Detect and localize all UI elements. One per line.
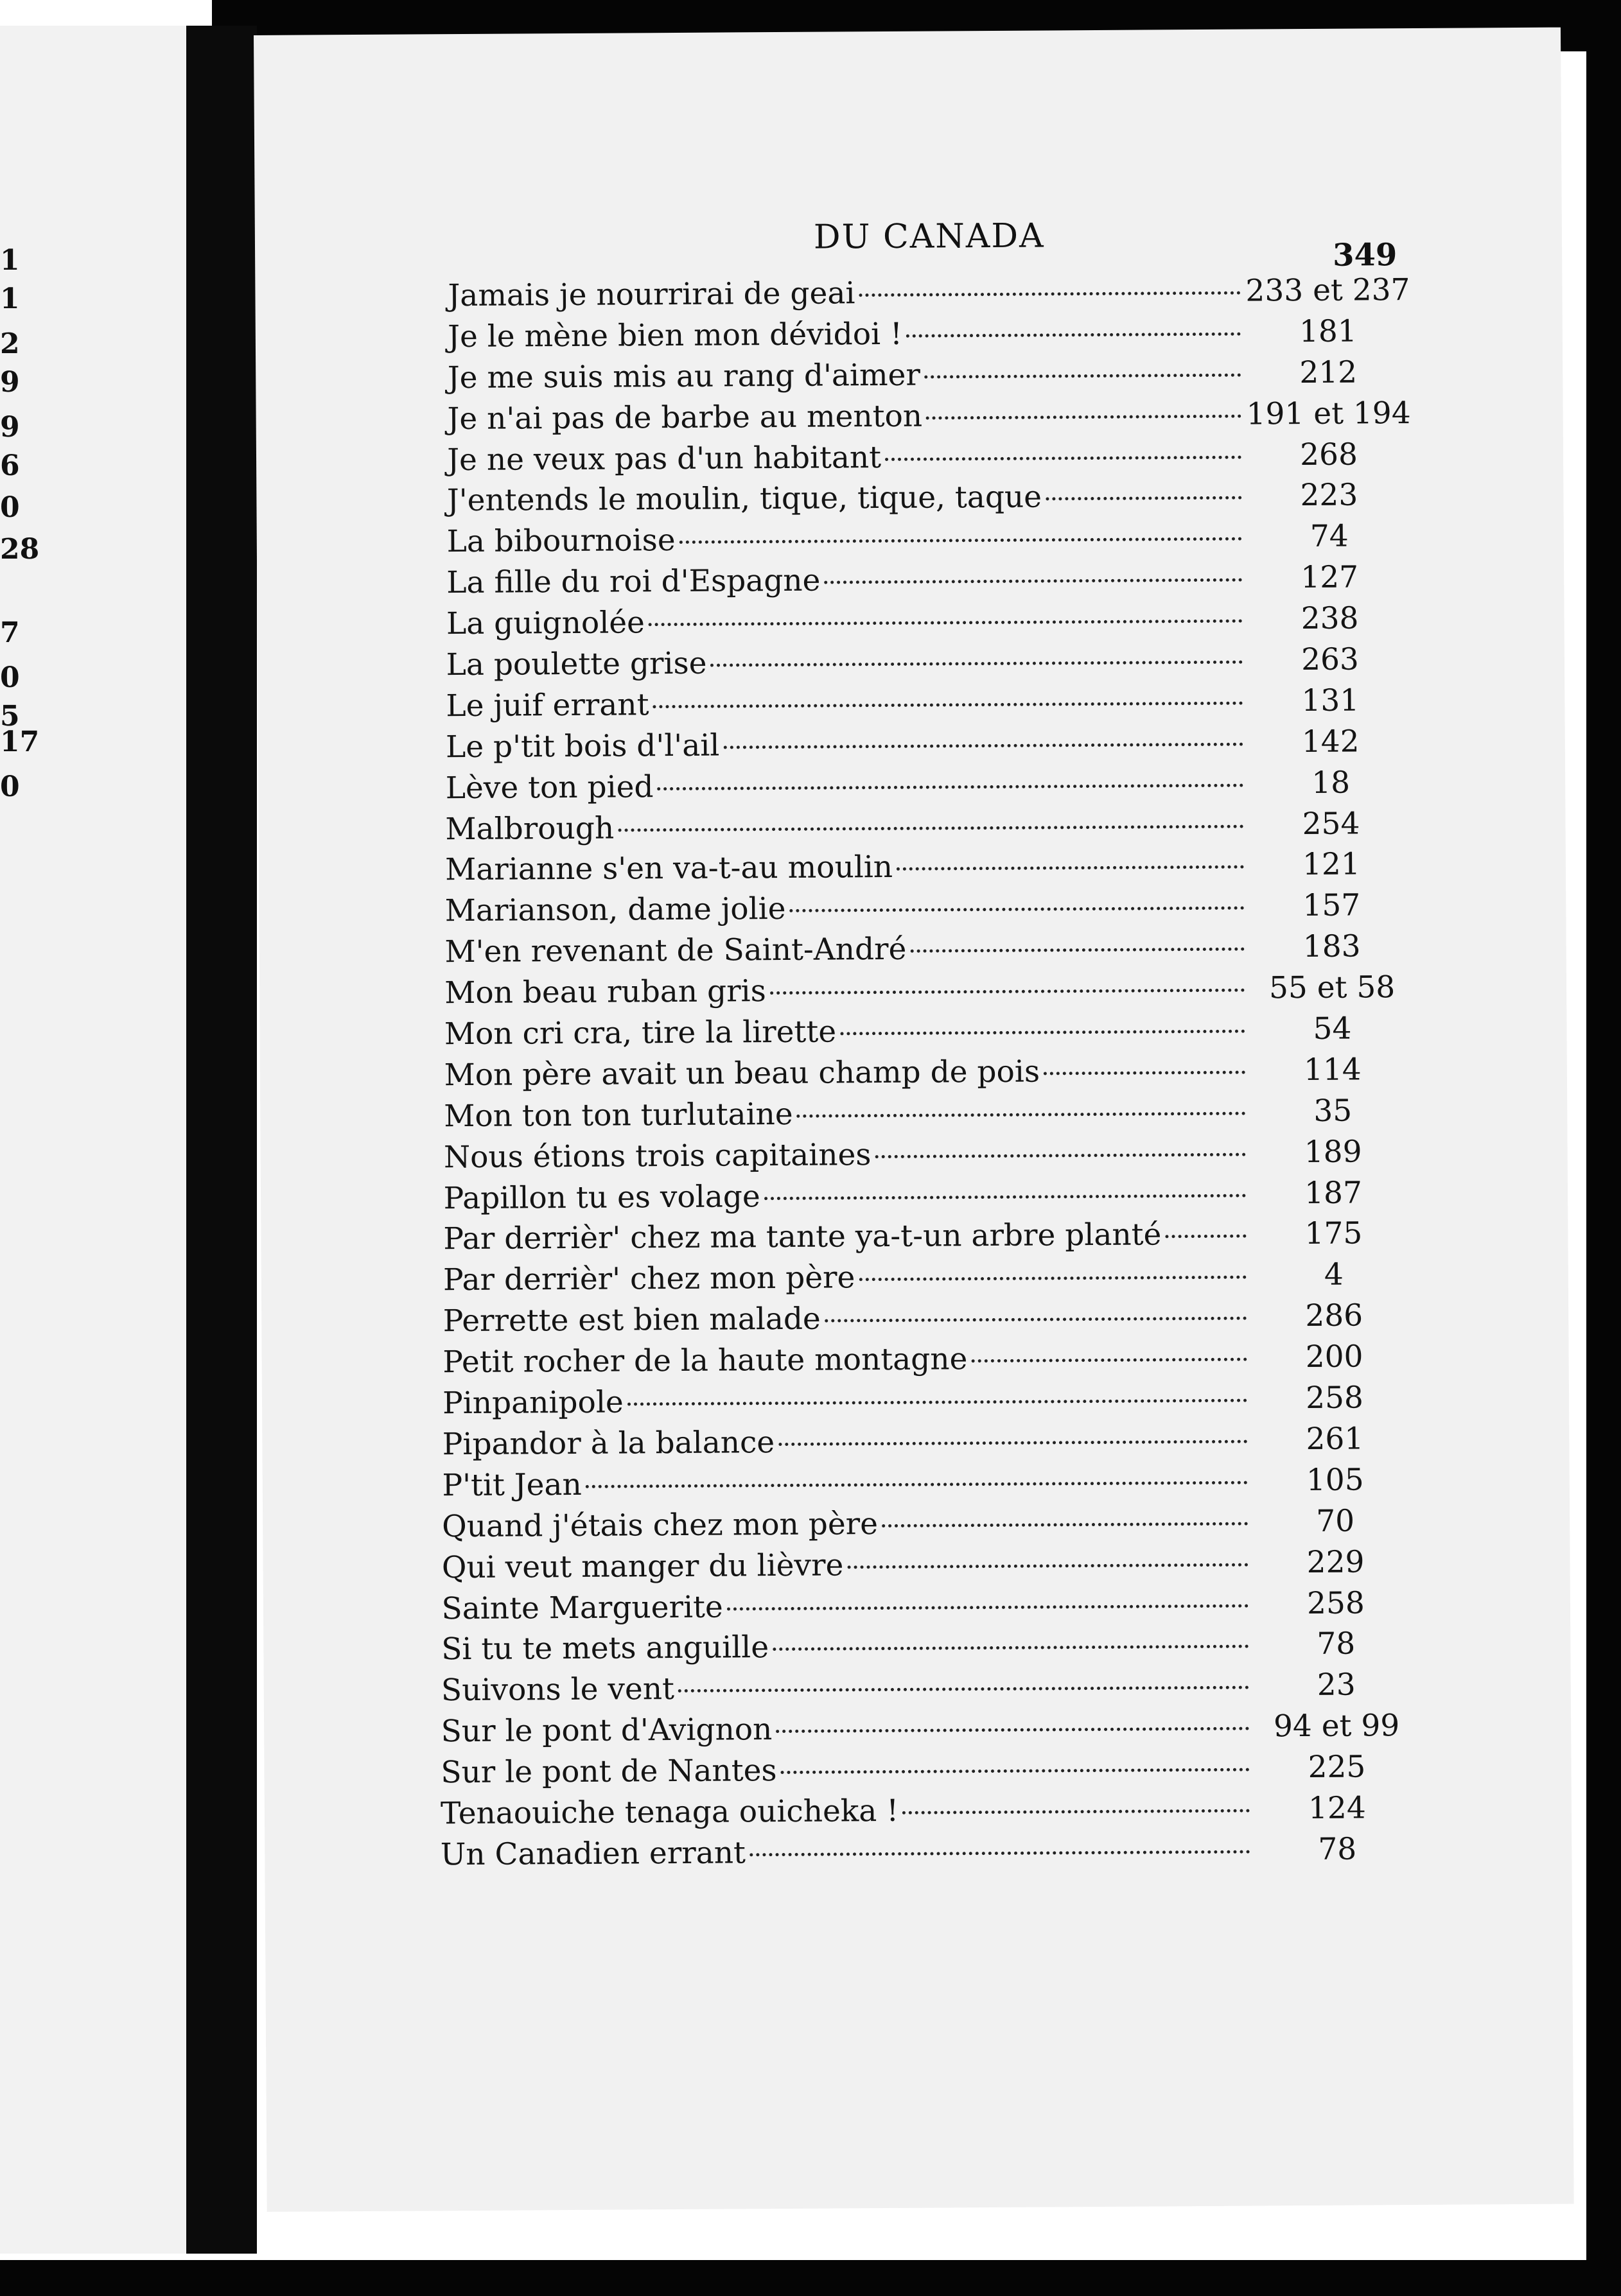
entry-title: Sainte Marguerite [441, 1589, 723, 1626]
facing-page-mark: 1 [0, 283, 20, 315]
entry-title: Je le mène bien mon dévidoi ! [448, 316, 903, 355]
entry-title: Mon beau ruban gris [444, 973, 766, 1011]
dot-leader [727, 1604, 1249, 1610]
entry-page-ref: 4 [1324, 1257, 1344, 1293]
entry-page-ref: 258 [1306, 1585, 1365, 1621]
index-entry [446, 641, 1414, 688]
entry-page-ref: 70 [1316, 1503, 1355, 1539]
dot-leader [906, 333, 1241, 338]
entry-page-ref: 23 [1317, 1667, 1356, 1703]
index-entry [444, 928, 1415, 975]
entry-title: Pipandor à la balance [442, 1425, 775, 1463]
dot-leader [586, 1481, 1248, 1488]
entry-title: Par derrièr' chez mon père [442, 1260, 855, 1298]
dot-leader [910, 948, 1244, 953]
dot-leader [679, 537, 1242, 544]
entry-page-ref: 181 [1299, 313, 1357, 349]
entry-page-ref: 261 [1306, 1421, 1364, 1457]
entry-title: Mon père avait un beau champ de pois [444, 1054, 1040, 1093]
entry-page-ref: 142 [1301, 724, 1360, 760]
entry-title: M'en revenant de Saint-André [444, 932, 907, 970]
facing-page-mark: 1 [0, 244, 20, 277]
facing-page-mark: 9 [0, 366, 20, 399]
dot-leader [924, 373, 1241, 378]
entry-title: Si tu te mets anguille [441, 1630, 769, 1667]
index-entry [444, 1134, 1417, 1181]
entry-title: Qui veut manger du lièvre [441, 1547, 844, 1585]
entry-title: P'tit Jean [442, 1466, 582, 1504]
dot-leader [618, 824, 1243, 831]
entry-title: Un Canadien errant [440, 1835, 746, 1873]
entry-title: Mon ton ton turlutaine [444, 1096, 793, 1135]
entry-page-ref: 105 [1306, 1462, 1364, 1498]
index-entry [448, 272, 1411, 319]
entry-page-ref: 254 [1302, 806, 1360, 842]
dot-leader [882, 1522, 1248, 1527]
index-entry [448, 313, 1412, 360]
dot-leader [797, 1111, 1246, 1117]
index-entry [446, 683, 1414, 729]
dot-leader [770, 989, 1245, 995]
entry-title: La bibournoise [446, 523, 676, 560]
entry-page-ref: 229 [1306, 1544, 1365, 1580]
entry-page-ref: 74 [1310, 518, 1349, 555]
entry-title: Suivons le vent [441, 1671, 675, 1709]
entry-page-ref: 187 [1304, 1175, 1363, 1211]
scan-border-bottom [0, 2260, 1621, 2296]
entry-title: Sur le pont d'Avignon [441, 1712, 773, 1750]
dot-leader [649, 620, 1243, 627]
entry-title: La guignolée [446, 605, 645, 642]
index-entry [445, 846, 1415, 893]
entry-title: Marianson, dame jolie [444, 891, 786, 929]
dot-leader [840, 1030, 1245, 1036]
entry-page-ref: 191 et 194 [1246, 395, 1411, 432]
index-entry [444, 1175, 1417, 1222]
entry-title: La fille du roi d'Espagne [446, 562, 821, 601]
dot-leader [824, 578, 1242, 584]
index-entry [442, 1462, 1419, 1509]
entry-title: Le p'tit bois d'l'ail [445, 727, 720, 765]
index-entry [446, 765, 1415, 812]
dot-leader [859, 1276, 1246, 1282]
index-entry [443, 1298, 1418, 1344]
entry-title: J'entends le moulin, tique, tique, taque [446, 479, 1042, 519]
dot-leader [897, 865, 1244, 871]
index-entry [447, 437, 1412, 483]
index-entry [447, 396, 1412, 442]
entry-page-ref: 131 [1301, 683, 1360, 718]
dot-leader [749, 1850, 1250, 1856]
entry-title: Le juif errant [446, 687, 649, 724]
facing-page-mark: 7 [0, 616, 20, 649]
index-entry [445, 887, 1415, 934]
entry-title: Nous étions trois capitaines [443, 1136, 872, 1175]
dot-leader [790, 907, 1245, 912]
entry-page-ref: 94 et 99 [1273, 1708, 1400, 1744]
facing-page-mark: 9 [0, 411, 20, 444]
dot-leader [781, 1768, 1250, 1774]
dot-leader [1044, 1071, 1245, 1075]
dot-leader [627, 1399, 1247, 1406]
entry-page-ref: 258 [1305, 1380, 1364, 1416]
index-entry [444, 970, 1415, 1016]
facing-page-mark: 28 [0, 533, 40, 566]
entry-title: Jamais je nourrirai de geai [448, 275, 855, 314]
entry-page-ref: 78 [1317, 1626, 1356, 1662]
entry-page-ref: 55 et 58 [1268, 970, 1396, 1006]
scan-border-right [1586, 0, 1621, 2296]
index-entry [442, 1421, 1419, 1468]
index-entry [441, 1831, 1421, 1878]
entry-page-ref: 54 [1313, 1011, 1352, 1047]
index-entry [447, 477, 1413, 524]
running-head: DU CANADA [813, 216, 1045, 257]
index-entry [441, 1585, 1419, 1631]
dot-leader [825, 1317, 1247, 1323]
entry-page-ref: 212 [1299, 354, 1358, 390]
dot-leader [859, 291, 1240, 297]
entry-title: Malbrough [445, 810, 615, 847]
facing-page-mark: 0 [0, 661, 20, 694]
index-entry [441, 1667, 1420, 1714]
page-number: 349 [1332, 237, 1398, 274]
entry-title: Mon cri cra, tire la lirette [444, 1014, 837, 1052]
index-entry [446, 724, 1414, 770]
entry-page-ref: 200 [1305, 1339, 1363, 1375]
index-entry [442, 1380, 1418, 1427]
facing-page-mark: 6 [0, 449, 20, 482]
entry-title: Je n'ai pas de barbe au menton [447, 398, 923, 437]
dot-leader [847, 1563, 1248, 1569]
dot-leader [885, 455, 1241, 460]
entry-page-ref: 286 [1305, 1298, 1363, 1334]
entry-title: Je ne veux pas d'un habitant [447, 439, 882, 478]
entry-page-ref: 18 [1311, 765, 1351, 801]
entry-page-ref: 35 [1313, 1093, 1353, 1129]
index-entry [441, 1790, 1421, 1837]
entry-title: La poulette grise [446, 645, 707, 683]
entry-page-ref: 121 [1302, 846, 1360, 883]
index-entry [441, 1749, 1421, 1796]
entry-page-ref: 263 [1301, 641, 1359, 678]
index-entry [441, 1626, 1419, 1673]
facing-page-mark: 2 [0, 327, 20, 360]
dot-leader [902, 1809, 1250, 1814]
index-entry [446, 518, 1413, 565]
entry-title: Lève ton pied [445, 769, 654, 806]
index-entry [446, 559, 1413, 606]
entry-page-ref: 233 et 237 [1245, 272, 1410, 309]
entry-title: Perrette est bien malade [442, 1301, 821, 1339]
dot-leader [658, 783, 1244, 790]
dot-leader [926, 414, 1241, 419]
entry-page-ref: 124 [1308, 1790, 1366, 1826]
index-entry [443, 1215, 1417, 1262]
facing-page-mark: 17 [0, 726, 40, 758]
entry-page-ref: 268 [1299, 437, 1358, 473]
entry-title: Je me suis mis au rang d'aimer [447, 357, 921, 396]
entry-page-ref: 157 [1302, 887, 1361, 924]
entry-page-ref: 183 [1302, 928, 1361, 965]
entry-title: Marianne s'en va-t-au moulin [444, 849, 893, 888]
dot-leader [723, 742, 1243, 749]
facing-page-edge [0, 26, 206, 2254]
index-entry [445, 806, 1414, 853]
book-gutter [186, 26, 257, 2254]
dot-leader [710, 661, 1243, 667]
entry-page-ref: 225 [1308, 1749, 1366, 1786]
entry-page-ref: 238 [1301, 600, 1359, 637]
index-entry [444, 1052, 1416, 1099]
dot-leader [1165, 1235, 1246, 1239]
entry-title: Petit rocher de la haute montagne [442, 1341, 968, 1380]
index-entry [446, 600, 1414, 647]
dot-leader [764, 1194, 1246, 1200]
entry-page-ref: 223 [1300, 477, 1358, 514]
facing-page-mark: 5 [0, 700, 20, 733]
dot-leader [778, 1440, 1247, 1446]
dot-leader [678, 1686, 1249, 1692]
dot-leader [653, 702, 1243, 709]
index-entry [444, 1011, 1416, 1057]
entry-page-ref: 114 [1303, 1052, 1362, 1088]
entry-title: Pinpanipole [442, 1384, 624, 1422]
index-entry [448, 354, 1412, 401]
dot-leader [971, 1358, 1247, 1363]
entry-title: Tenaouiche tenaga ouicheka ! [440, 1793, 899, 1832]
index-entry-list [440, 272, 1421, 1878]
dot-leader [776, 1727, 1249, 1734]
index-page [254, 28, 1574, 2212]
index-entry [442, 1544, 1419, 1591]
entry-page-ref: 175 [1304, 1215, 1363, 1252]
index-entry [442, 1503, 1419, 1550]
dot-leader [1046, 496, 1241, 501]
entry-page-ref: 78 [1318, 1831, 1357, 1867]
index-entry [444, 1093, 1416, 1140]
facing-page-mark: 0 [0, 491, 20, 524]
index-entry [442, 1339, 1418, 1386]
entry-title: Sur le pont de Nantes [441, 1753, 777, 1791]
entry-title: Par derrièr' chez ma tante ya-t-un arbre planté [443, 1217, 1162, 1257]
facing-page-mark: 0 [0, 770, 20, 803]
dot-leader [773, 1645, 1249, 1651]
entry-page-ref: 189 [1304, 1134, 1362, 1170]
entry-title: Papillon tu es volage [443, 1178, 760, 1216]
index-entry [441, 1708, 1420, 1755]
dot-leader [875, 1152, 1245, 1158]
index-entry [443, 1257, 1417, 1303]
entry-page-ref: 127 [1301, 559, 1359, 596]
entry-title: Quand j'étais chez mon père [442, 1506, 879, 1544]
